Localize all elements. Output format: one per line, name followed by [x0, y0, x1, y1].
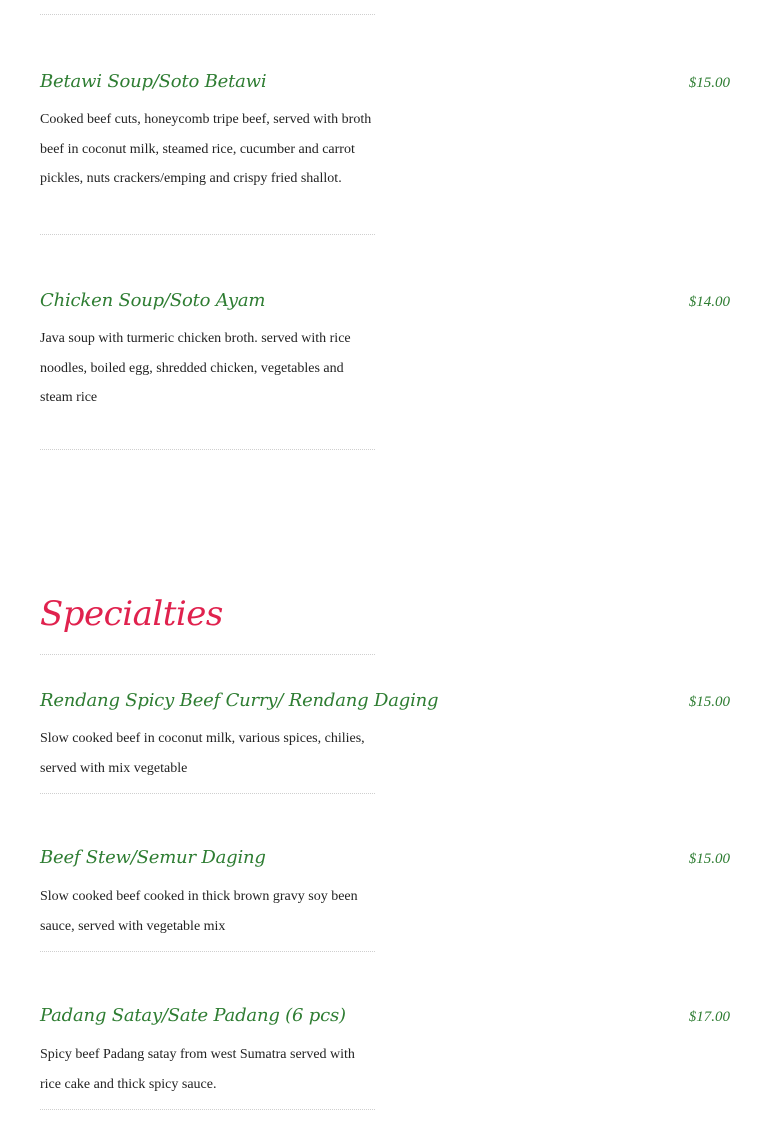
- menu-item-description: Slow cooked beef cooked in thick brown gravy soy been sauce, served with vegetable mix: [40, 889, 358, 934]
- menu-divider: [40, 14, 375, 15]
- menu-divider: [40, 1109, 375, 1110]
- menu-item-price: $17.00: [688, 1009, 730, 1025]
- menu-item-description: Slow cooked beef in coconut milk, various spices, chilies, served with mix vegetable: [40, 731, 365, 776]
- menu-item-price: $14.00: [688, 294, 730, 310]
- menu-item-name: Rendang Spicy Beef Curry/ Rendang Daging: [40, 690, 439, 711]
- menu-item-price: $15.00: [688, 75, 730, 91]
- menu-item-description: Cooked beef cuts, honeycomb tripe beef, served with broth beef in coconut milk, steamed rice, cucumber and carrot pickles, nuts crackers/emping and crispy fried shallot.: [40, 112, 372, 187]
- menu-item-price: $15.00: [688, 851, 730, 867]
- menu-divider: [40, 654, 375, 655]
- menu-item-description: Spicy beef Padang satay from west Sumatra served with rice cake and thick spicy sauce.: [40, 1047, 355, 1092]
- menu-item-name: Betawi Soup/Soto Betawi: [40, 71, 267, 92]
- menu-divider: [40, 449, 375, 450]
- menu-item-name: Beef Stew/Semur Daging: [40, 847, 266, 868]
- menu-item-name: Chicken Soup/Soto Ayam: [40, 290, 266, 311]
- menu-divider: [40, 234, 375, 235]
- menu-divider: [40, 951, 375, 952]
- menu-divider: [40, 793, 375, 794]
- menu-item-description: Java soup with turmeric chicken broth. served with rice noodles, boiled egg, shredded chicken, vegetables and steam rice: [40, 331, 351, 406]
- menu-item-price: $15.00: [688, 694, 730, 710]
- section-title: Specialties: [40, 594, 223, 634]
- menu-item-name: Padang Satay/Sate Padang (6 pcs): [40, 1005, 346, 1026]
